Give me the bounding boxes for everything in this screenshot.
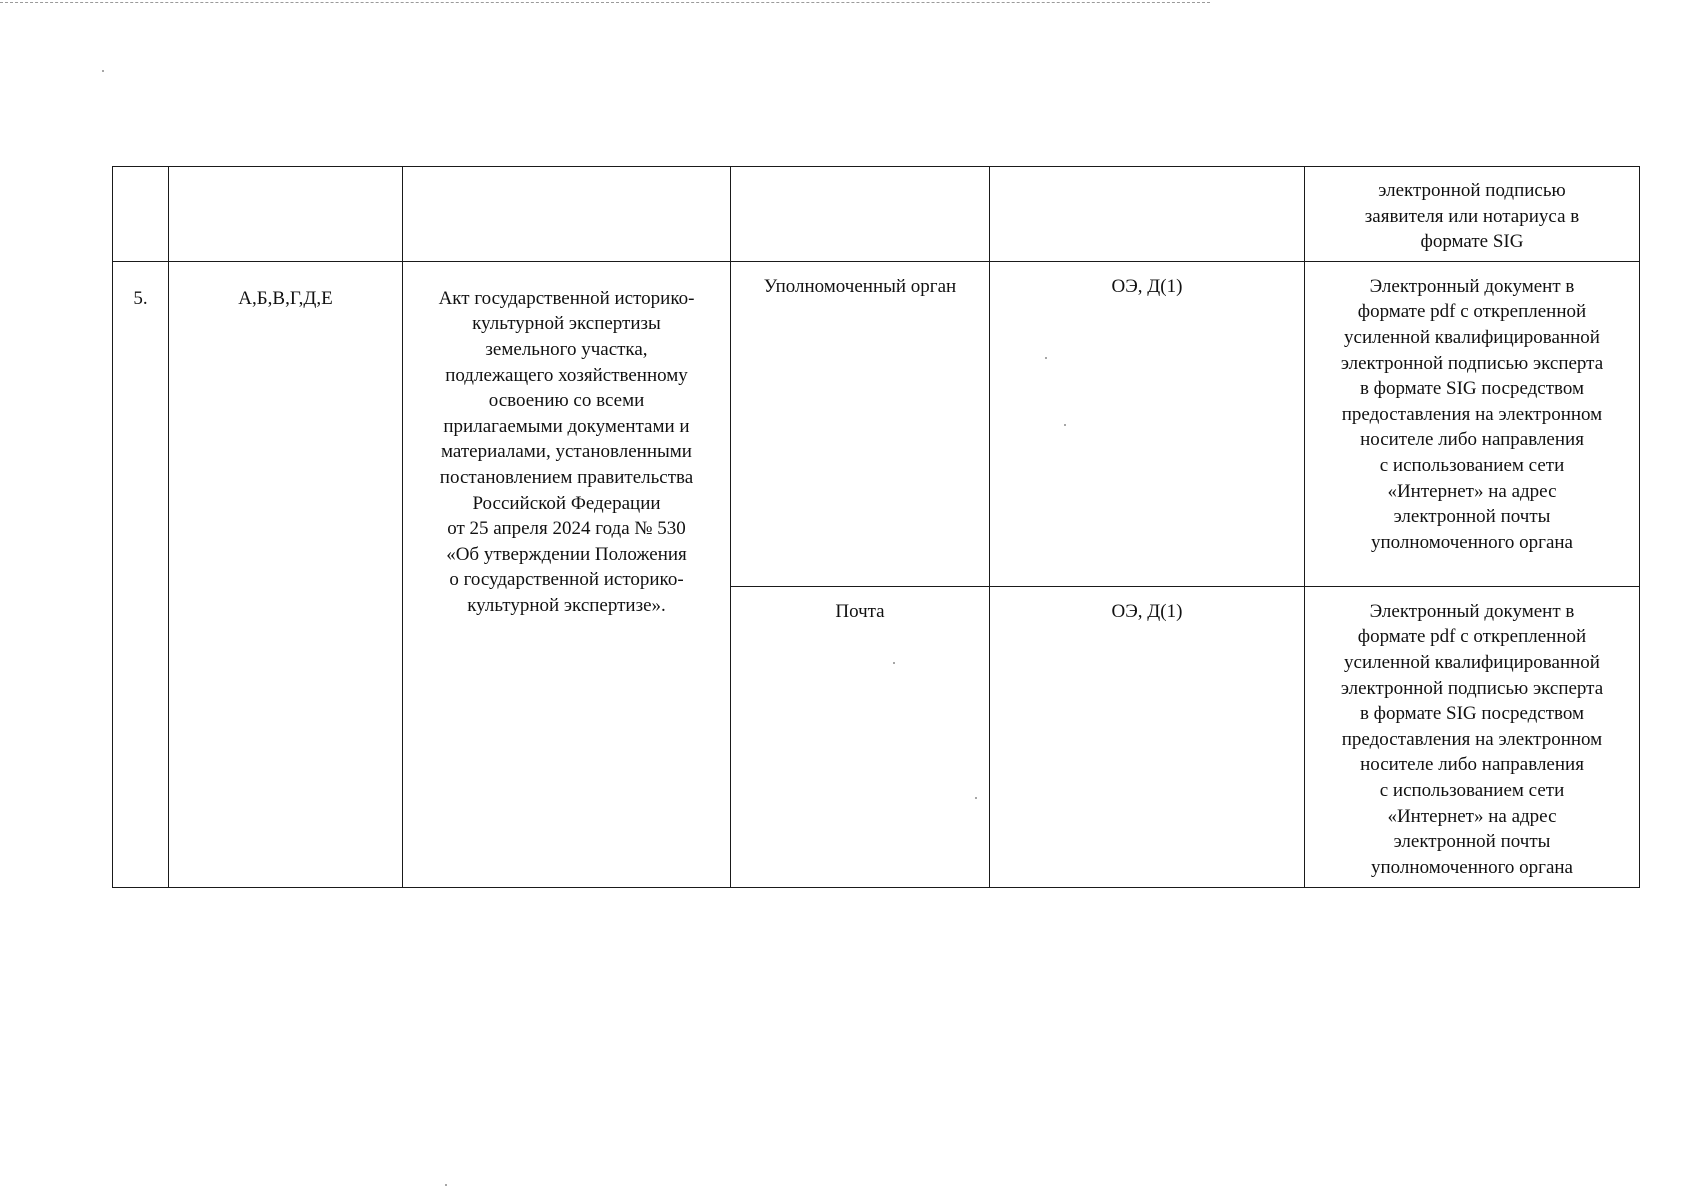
- category-list: А,Б,В,Г,Д,Е: [169, 261, 403, 887]
- scan-speck: [102, 70, 104, 72]
- scan-top-edge-rule: [0, 2, 1210, 3]
- document-description: Акт государственной историко- культурной экспертизы земельного участка, подлежащего хозяйственному освоению со всеми прилагаемыми документами и материалами, установленными постановлением правительства Российской Федерации от 25 апреля 2024 года № 530 «Об утверждении Положения о государственной историко- культурной экспертизе».: [403, 261, 731, 887]
- table-cell-document: [403, 167, 731, 262]
- recipient-mail: Почта: [731, 586, 990, 887]
- table-cell-code: [990, 167, 1305, 262]
- format-authorized-body: Электронный документ в формате pdf с открепленной усиленной квалифицированной электронной подписью эксперта в формате SIG посредством предоставления на электронном носителе либо направления с использованием сети «Интернет» на адрес электронной почты уполномоченного органа: [1305, 261, 1640, 586]
- document-table: [112, 166, 1640, 888]
- code-mail: ОЭ, Д(1): [990, 586, 1305, 887]
- scan-speck: [445, 1184, 447, 1186]
- table-row-continuation: [113, 167, 1640, 262]
- table-cell-format: электронной подписью заявителя или нотариуса в формате SIG: [1305, 167, 1640, 262]
- table-cell-number: [113, 167, 169, 262]
- table-cell-recipient: [731, 167, 990, 262]
- table-cell-categories: [169, 167, 403, 262]
- table-row-5: [113, 261, 1640, 586]
- code-authorized-body: ОЭ, Д(1): [990, 261, 1305, 586]
- format-mail: Электронный документ в формате pdf с открепленной усиленной квалифицированной электронной подписью эксперта в формате SIG посредством предоставления на электронном носителе либо направления с использованием сети «Интернет» на адрес электронной почты уполномоченного органа: [1305, 586, 1640, 887]
- recipient-authorized-body: Уполномоченный орган: [731, 261, 990, 586]
- row-number: 5.: [113, 261, 169, 887]
